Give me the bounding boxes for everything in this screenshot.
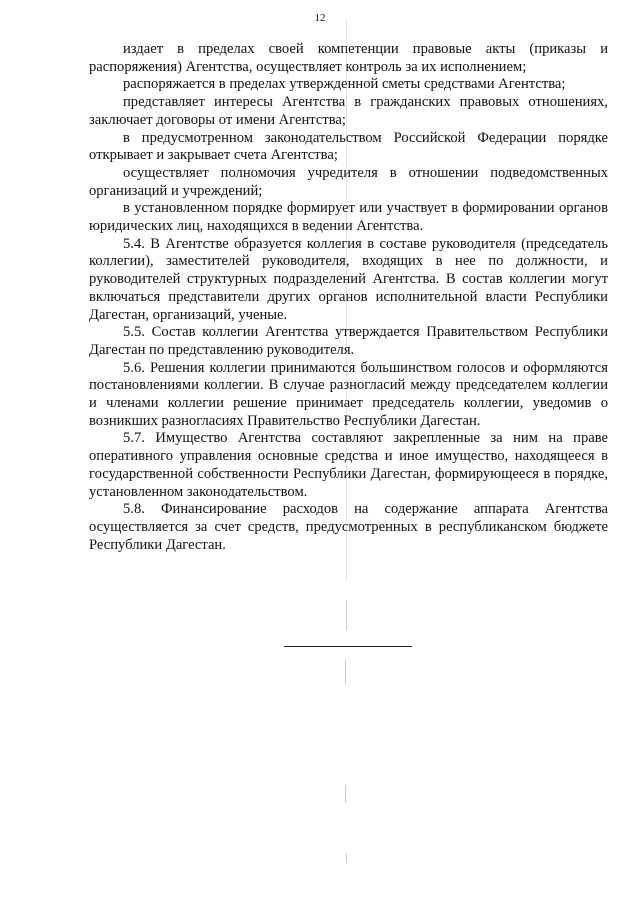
paragraph-issues-acts: издает в пределах своей компетенции правовые акты (приказы и распоряжения) Агентства, осуществляет контроль за их исполнением; (89, 41, 608, 75)
paragraph-5-6: 5.6. Решения коллегии принимаются большинством голосов и оформляются постановлениями коллегии. В случае разногласий между председателем коллегии и членами коллегии решение принимает председатель коллегии, уведомив о возникших разногласиях Правительство Республики Дагестан. (89, 359, 608, 429)
scan-fold-mark (345, 785, 346, 803)
paragraph-founder-powers: осуществляет полномочия учредителя в отношении подведомственных организаций и учреждений; (89, 164, 608, 199)
document-body (89, 41, 608, 554)
paragraph-5-8: 5.8. Финансирование расходов на содержание аппарата Агентства осуществляется за счет средств, предусмотренных в республиканском бюджете Республики Дагестан. (89, 501, 608, 553)
scan-fold-mark (345, 660, 346, 684)
scan-fold-mark (346, 853, 347, 863)
paragraph-5-7: 5.7. Имущество Агентства составляют закрепленные за ним на праве оперативного управления основные средства и иное имущество, находящееся в государственной собственности Республики Дагестан, формирующееся в порядке, установленном законодательством. (89, 430, 608, 500)
scan-fold-mark (346, 600, 347, 630)
page-number: 12 (314, 12, 326, 24)
paragraph-represents-interests: представляет интересы Агентства в гражданских правовых отношениях, заключает договоры от имени Агентства; (89, 94, 608, 128)
scan-fold-line (346, 20, 347, 580)
paragraph-5-4: 5.4. В Агентстве образуется коллегия в составе руководителя (председатель коллегии), заместителей руководителя, входящих в нее по должности, и руководителей структурных подразделений Агентства. В состав коллегии могут включаться представители других органов исполнительной власти Республики Дагестан, организаций, ученые. (89, 235, 608, 323)
paragraph-5-5: 5.5. Состав коллегии Агентства утверждается Правительством Республики Дагестан по представлению руководителя. (89, 324, 608, 358)
paragraph-opens-accounts: в предусмотренном законодательством Российской Федерации порядке открывает и закрывает счета Агентства; (89, 129, 608, 164)
end-divider-line (284, 646, 412, 647)
paragraph-disposes-funds: распоряжается в пределах утвержденной сметы средствами Агентства; (123, 76, 566, 93)
paragraph-forms-bodies: в установленном порядке формирует или участвует в формировании органов юридических лиц, находящихся в ведении Агентства. (89, 200, 608, 235)
